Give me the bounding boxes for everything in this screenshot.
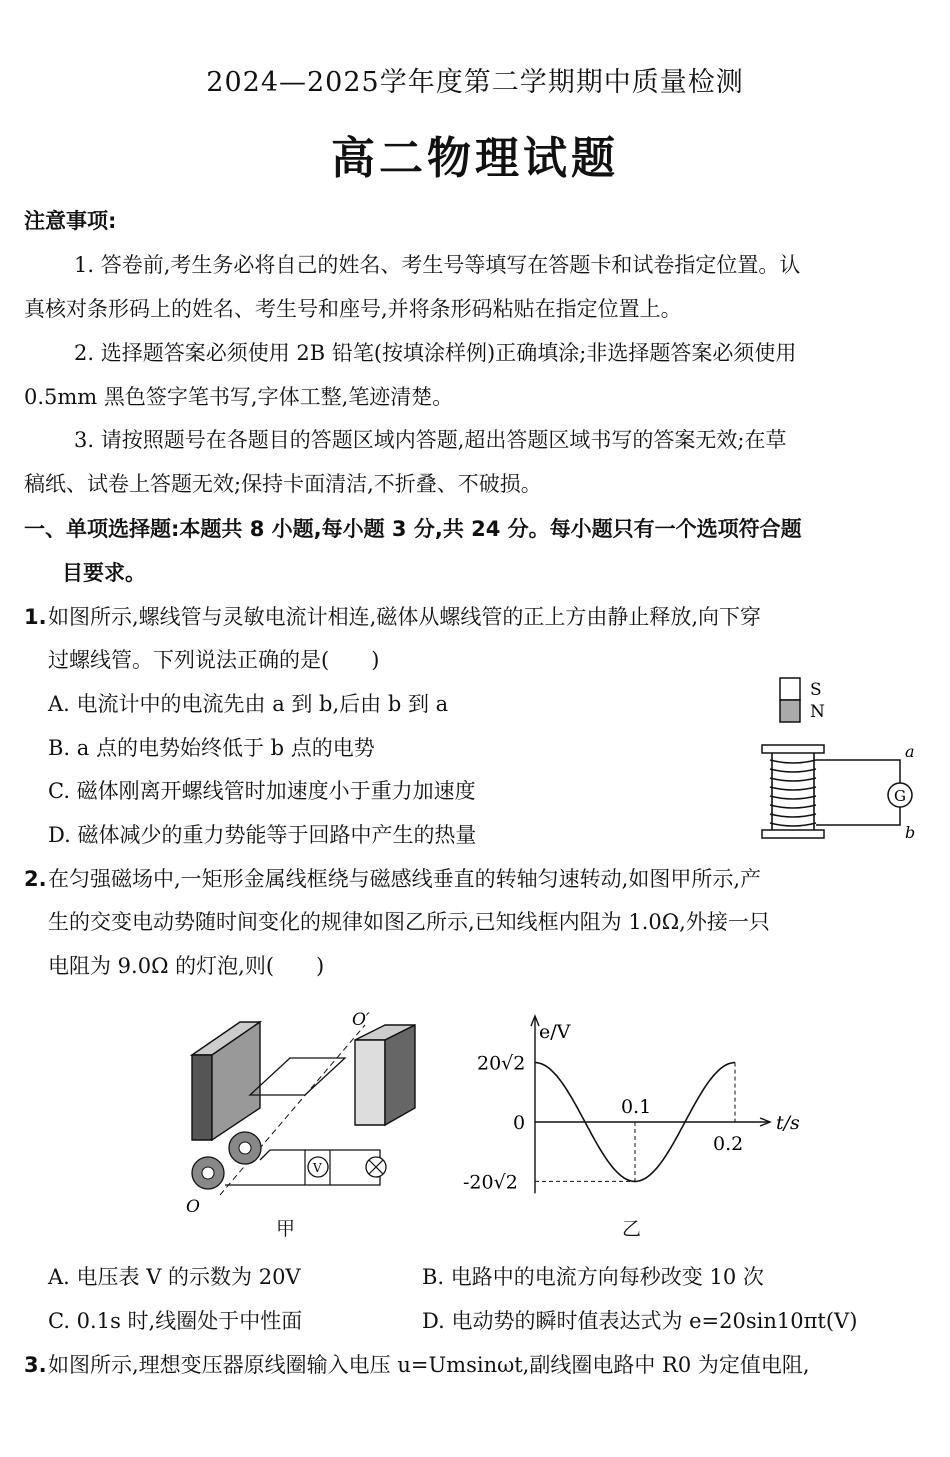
label-s: S bbox=[810, 680, 822, 700]
q2-generator-figure bbox=[180, 1000, 420, 1215]
label-b: b bbox=[905, 823, 916, 842]
note-1-line-1: 1. 答卷前,考生务必将自己的姓名、考生号等填写在答题卡和试卷指定位置。认 bbox=[74, 253, 801, 277]
note-3-line-1: 3. 请按照题号在各题目的答题区域内答题,超出答题区域书写的答案无效;在草 bbox=[74, 428, 787, 452]
note-3-line-2: 稿纸、试卷上答题无效;保持卡面清洁,不折叠、不破损。 bbox=[24, 472, 542, 496]
y-tick-label-zero: 0 bbox=[513, 1112, 526, 1134]
note-2-line-2: 0.5mm 黑色签字笔书写,字体工整,笔迹清楚。 bbox=[24, 385, 454, 409]
magnet-n-pole bbox=[780, 700, 800, 722]
q1-solenoid-figure bbox=[750, 670, 930, 845]
q1-stem-line-1: 如图所示,螺线管与灵敏电流计相连,磁体从螺线管的正上方由静止释放,向下穿 bbox=[48, 605, 762, 629]
q1-number: 1. bbox=[24, 605, 47, 629]
q1-option-c: C. 磁体刚离开螺线管时加速度小于重力加速度 bbox=[48, 779, 476, 803]
exam-subtitle: 2024—2025学年度第二学期期中质量检测 bbox=[206, 67, 744, 98]
q2-option-c: C. 0.1s 时,线圈处于中性面 bbox=[48, 1309, 303, 1333]
x-tick-label-0.2: 0.2 bbox=[713, 1133, 744, 1155]
section-1-line-1: 一、单项选择题:本题共 8 小题,每小题 3 分,共 24 分。每小题只有一个选项符合题 bbox=[24, 517, 802, 541]
q3-number: 3. bbox=[24, 1353, 47, 1377]
q1-option-d: D. 磁体减少的重力势能等于回路中产生的热量 bbox=[48, 823, 477, 847]
q2-stem-line-2: 生的交变电动势随时间变化的规律如图乙所示,已知线框内阻为 1.0Ω,外接一只 bbox=[48, 910, 770, 934]
q2-stem-line-3: 电阻为 9.0Ω 的灯泡,则( ) bbox=[48, 954, 325, 978]
q2-number: 2. bbox=[24, 867, 47, 891]
y-tick-label-min: -20√2 bbox=[463, 1171, 518, 1194]
fig-jia-caption: 甲 bbox=[276, 1218, 296, 1240]
section-1-line-2: 目要求。 bbox=[62, 561, 146, 585]
x-tick-label-0.1: 0.1 bbox=[621, 1096, 652, 1118]
q2-emf-chart bbox=[450, 1010, 810, 1210]
y-axis-label: e/V bbox=[539, 1021, 571, 1043]
q2-option-d: D. 电动势的瞬时值表达式为 e=20sin10πt(V) bbox=[422, 1309, 858, 1333]
note-2-line-1: 2. 选择题答案必须使用 2B 铅笔(按填涂样例)正确填涂;非选择题答案必须使用 bbox=[74, 341, 797, 365]
label-a: a bbox=[905, 742, 915, 761]
q1-option-b: B. a 点的电势始终低于 b 点的电势 bbox=[48, 736, 375, 760]
q2-option-b: B. 电路中的电流方向每秒改变 10 次 bbox=[422, 1265, 764, 1289]
exam-title: 高二物理试题 bbox=[331, 133, 619, 184]
magnet-s-pole bbox=[780, 678, 800, 700]
q2-option-a: A. 电压表 V 的示数为 20V bbox=[48, 1265, 301, 1289]
label-v: V bbox=[313, 1161, 322, 1175]
label-o-prime: O′ bbox=[352, 1010, 370, 1030]
q1-option-a: A. 电流计中的电流先由 a 到 b,后由 b 到 a bbox=[48, 692, 449, 716]
x-axis-label: t/s bbox=[776, 1112, 800, 1134]
note-1-line-2: 真核对条形码上的姓名、考生号和座号,并将条形码粘贴在指定位置上。 bbox=[24, 297, 682, 321]
q1-stem-line-2: 过螺线管。下列说法正确的是( ) bbox=[48, 648, 380, 672]
y-tick-label-max: 20√2 bbox=[477, 1052, 526, 1075]
q2-stem-line-1: 在匀强磁场中,一矩形金属线框绕与磁感线垂直的转轴匀速转动,如图甲所示,产 bbox=[48, 867, 762, 891]
solenoid-coil bbox=[770, 753, 816, 830]
q3-stem-line-1: 如图所示,理想变压器原线圈输入电压 u=Umsinωt,副线圈电路中 R0 为定值电阻, bbox=[48, 1353, 810, 1377]
notes-heading: 注意事项: bbox=[24, 209, 117, 233]
label-g: G bbox=[894, 787, 906, 805]
label-n: N bbox=[810, 702, 825, 722]
label-o: O bbox=[186, 1197, 200, 1215]
fig-yi-caption: 乙 bbox=[622, 1218, 642, 1240]
